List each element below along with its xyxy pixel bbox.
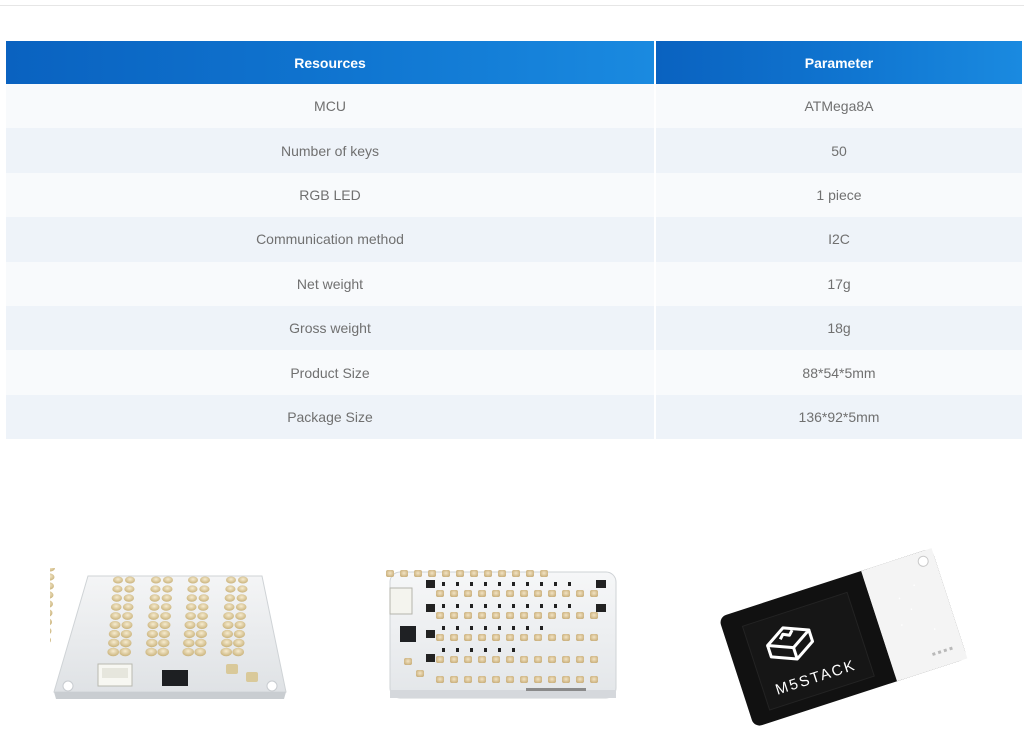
parameter-cell: 88*54*5mm bbox=[656, 350, 1022, 394]
parameter-cell: I2C bbox=[656, 217, 1022, 261]
product-photos bbox=[0, 540, 1024, 742]
parameter-cell: 1 piece bbox=[656, 173, 1022, 217]
table-row bbox=[6, 217, 1022, 261]
table-row bbox=[6, 262, 1022, 306]
table-row bbox=[6, 173, 1022, 217]
m5stack-logo-text: M5STACK bbox=[773, 656, 859, 699]
table-row bbox=[6, 306, 1022, 350]
parameter-cell: 50 bbox=[656, 128, 1022, 172]
resource-cell: Net weight bbox=[6, 262, 654, 306]
table-row bbox=[6, 84, 1022, 128]
keyboard-back-photo bbox=[50, 568, 290, 703]
resource-cell: MCU bbox=[6, 84, 654, 128]
m5stack-card-photo bbox=[716, 540, 968, 730]
parameter-cell: ATMega8A bbox=[656, 84, 1022, 128]
resource-cell: RGB LED bbox=[6, 173, 654, 217]
resource-cell: Number of keys bbox=[6, 128, 654, 172]
resource-cell: Package Size bbox=[6, 395, 654, 439]
keyboard-front-photo bbox=[386, 570, 622, 704]
table-row bbox=[6, 128, 1022, 172]
resource-cell: Product Size bbox=[6, 350, 654, 394]
spec-table-header-row bbox=[6, 41, 1022, 84]
parameter-cell: 18g bbox=[656, 306, 1022, 350]
header-resources: Resources bbox=[6, 41, 654, 84]
table-row bbox=[6, 350, 1022, 394]
spec-table bbox=[4, 41, 1024, 439]
resource-cell: Communication method bbox=[6, 217, 654, 261]
table-row bbox=[6, 395, 1022, 439]
resource-cell: Gross weight bbox=[6, 306, 654, 350]
parameter-cell: 136*92*5mm bbox=[656, 395, 1022, 439]
header-parameter: Parameter bbox=[656, 41, 1022, 84]
parameter-cell: 17g bbox=[656, 262, 1022, 306]
top-divider bbox=[0, 5, 1024, 6]
